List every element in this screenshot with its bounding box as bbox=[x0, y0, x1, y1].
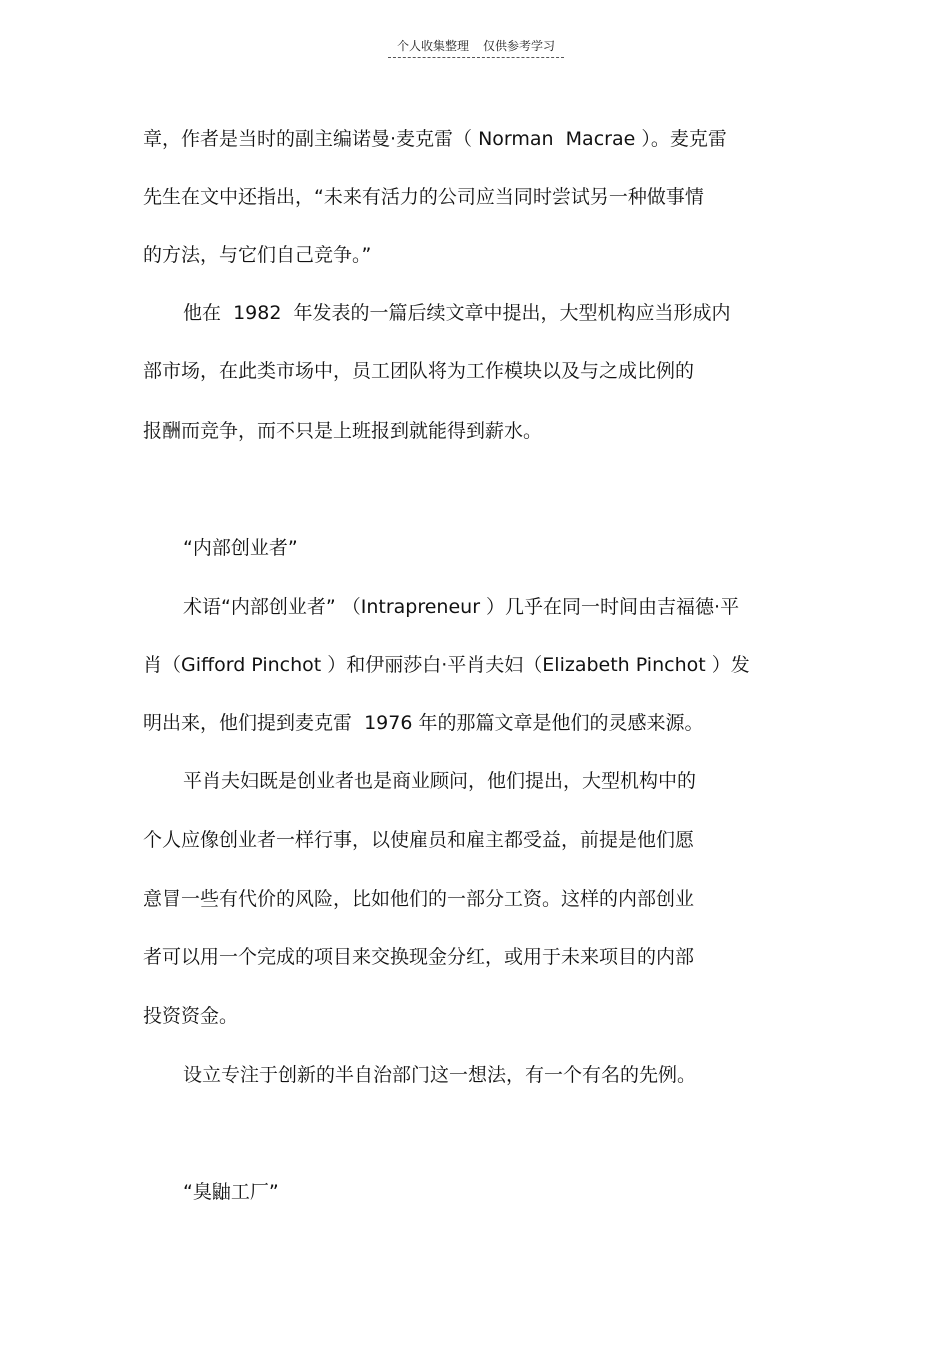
paragraph-line: 意冒一些有代价的风险，比如他们的一部分工资。这样的内部创业 bbox=[143, 888, 695, 910]
header-left-text: 个人收集整理 bbox=[396, 39, 469, 53]
header-right-text: 仅供参考学习 bbox=[483, 39, 556, 53]
paragraph-line: 平肖夫妇既是创业者也是商业顾问，他们提出，大型机构中的 bbox=[183, 770, 697, 792]
section-heading: “内部创业者” bbox=[183, 537, 298, 559]
paragraph-line: 投资资金。 bbox=[143, 1005, 239, 1027]
paragraph-line: 个人应像创业者一样行事，以使雇员和雇主都受益，前提是他们愿 bbox=[143, 829, 695, 851]
paragraph-line: 肖（Gifford Pinchot ）和伊丽莎白·平肖夫妇（Elizabeth Pinchot ）发 bbox=[143, 654, 750, 676]
paragraph-line: 部市场，在此类市场中，员工团队将为工作模块以及与之成比例的 bbox=[143, 360, 695, 382]
paragraph-line: 先生在文中还指出，“未来有活力的公司应当同时尝试另一种做事情 bbox=[143, 186, 704, 208]
section-heading: “臭鼬工厂” bbox=[183, 1181, 279, 1203]
paragraph-line: 的方法，与它们自己竞争。” bbox=[143, 244, 372, 266]
page-header bbox=[388, 38, 564, 58]
paragraph-line: 者可以用一个完成的项目来交换现金分红，或用于未来项目的内部 bbox=[143, 946, 695, 968]
paragraph-line: 明出来，他们提到麦克雷 1976 年的那篇文章是他们的灵感来源。 bbox=[143, 712, 704, 734]
paragraph-line: 术语“内部创业者” （Intrapreneur ）几乎在同一时间由吉福德·平 bbox=[183, 596, 740, 618]
paragraph-line: 他在 1982 年发表的一篇后续文章中提出，大型机构应当形成内 bbox=[183, 302, 731, 324]
paragraph-line: 设立专注于创新的半自治部门这一想法，有一个有名的先例。 bbox=[183, 1064, 697, 1086]
paragraph-line: 章，作者是当时的副主编诺曼·麦克雷（ Norman Macrae ）。麦克雷 bbox=[143, 128, 727, 150]
paragraph-line: 报酬而竞争，而不只是上班报到就能得到薪水。 bbox=[143, 420, 543, 442]
